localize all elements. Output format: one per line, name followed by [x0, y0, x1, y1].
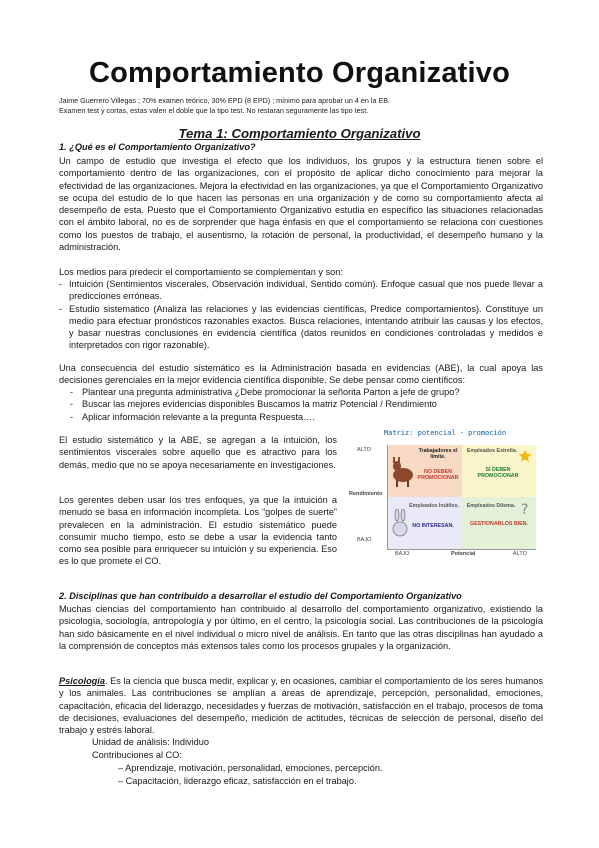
donkey-icon: [390, 457, 416, 487]
section-title: Tema 1: Comportamiento Organizativo: [178, 126, 421, 141]
meta-line-2: Examen test y cortas, estas valen el doble que la tipo test. No restaran seguramente las tipo test.: [59, 106, 369, 115]
matrix-cell: [388, 445, 462, 497]
unit-label: Unidad de análisis: Individuo: [92, 737, 209, 747]
psicologia-text: . Es la ciencia que busca medir, explicar y, en ocasiones, cambiar el comportamiento de los seres humanos y los animales. Las contribuciones se amplían a áreas de aprendizaje, percepción, personalidad, emociones, capacitación, eficacia del liderazgo, necesidades y fuerzas de motivación, satisfacción en el trabajo, procesos de toma de decisiones, evaluaciones del desempeño, medición de actitudes, técnicas de selección de personal, diseño del trabajo y estrés laboral.: [59, 676, 543, 736]
gerentes-paragraph: Los gerentes deben usar los tres enfoques, ya que la intuición a menudo se basa en información incompleta. Los “golpes de suerte” prevalecen en la administración. El estudio sistemático puede consumir mucho tiempo, esto se debe a usar la evidencia tanto como sea posible para enriquecer su intuición y su experiencia. Eso es lo que promete el CO.: [59, 495, 337, 567]
y-axis-label: Rendimiento: [349, 491, 383, 497]
y-axis-high: ALTO: [357, 447, 371, 453]
cell-tag: NO DEBEN PROMOCIONAR: [417, 469, 459, 481]
intuicion-paragraph: El estudio sistemático y la ABE, se agregan a la intuición, los sentimientos viscerales sobre aquello que es atractivo para los demás, medio que no se apoya necesariamente en investigaciones.: [59, 435, 337, 470]
abe-paragraph: Una consecuencia del estudio sistemático es la Administración basada en evidencias (ABE), la cual apoya las decisiones gerenciales en la mejor evidencia científica disponible. Se debe pensar como científicos:: [59, 363, 543, 386]
x-axis-label: Potencial: [451, 551, 476, 557]
abe-steps: [70, 386, 540, 423]
contrib-label: Contribuciones al CO:: [92, 750, 182, 760]
q2-paragraph: Muchas ciencias del comportamiento han contribuido al desarrollo del comportamiento organizativo, existiendo la psicología, sociología, antropología y por último, en el centro, la psicología social. Las contribuciones de la psicología han sido básicamente en el nivel individual o micro nivel de análisis. En tanto que las otras disciplinas han ayudado a la comprensión de conceptos más extensos tales como los procesos grupales y la organización.: [59, 604, 543, 651]
x-axis-low: BAJO: [395, 551, 410, 557]
list-item: - Estudio sistemático (Analiza las relaciones y las evidencias científicas, Predice comportamientos). Constituye un medio para efectuar pronósticos razonables exactos. Busca relaciones, intentando atribuir las causas y los efectos, y basar nuestras conclusiones en evidencia científica (datos reunidos en condiciones controladas y medidos e interpretados con rigor razonable).: [59, 303, 543, 352]
medios-list: [59, 278, 543, 352]
cell-tag: NO INTERESAN.: [412, 523, 454, 529]
list-item: - Aplicar información relevante a la pregunta Respuesta….: [70, 411, 540, 423]
y-axis-low: BAJO: [357, 537, 372, 543]
list-item: - Intuición (Sentimientos viscerales, Observación individual, Sentido común). Enfoque casual que nos puede llevar a predicciones erróneas.: [59, 278, 543, 303]
q2-heading: 2. Disciplinas que han contribuido a desarrollar el estudio del Comportamiento Organizativo: [59, 591, 462, 601]
contrib-item: – Aprendizaje, motivación, personalidad, emociones, percepción.: [118, 763, 383, 773]
matrix-grid: [387, 445, 536, 550]
course-meta: [59, 96, 549, 116]
cell-label: Trabajadores el límite.: [418, 448, 458, 460]
figure-title: Matriz: potencial - promoción: [383, 429, 507, 437]
potential-matrix-figure: [347, 429, 543, 559]
q1-paragraph: Un campo de estudio que investiga el efecto que los individuos, los grupos y la estructura tienen sobre el comportamiento dentro de las organizaciones, con el propósito de aplicar dicho conocimiento para mejorar la efectividad de las organizaciones. Mejora la efectividad en las organizaciones, ya que el Comportamiento Organizativo se ocupa del estudio de lo que hacen las personas en una organización y de como su comportamiento afecta al desempeño de esta. Puesto que el Comportamiento Organizativo estudia en específico las situaciones relacionadas con el ámbito laboral, no es de sorprender que haga énfasis en que el comportamiento se relaciona con cuestiones como los puestos de trabajo, el ausentismo, la rotación de personal, la productividad, el desempeño humano y la administración.: [59, 156, 543, 253]
list-item: - Plantear una pregunta administrativa ¿Debe promocionar la señorita Parton a jefe de grupo?: [70, 386, 540, 398]
psicologia-paragraph: [59, 675, 543, 736]
list-item: - Buscar las mejores evidencias disponibles Buscamos la matriz Potencial / Rendimiento: [70, 398, 540, 410]
cell-label: Empleados Dilema.: [466, 503, 516, 509]
document-title: Comportamiento Organizativo: [88, 57, 511, 89]
psicologia-term: Psicología: [59, 676, 105, 686]
q1-heading: 1. ¿Qué es el Comportamiento Organizativo?: [59, 142, 256, 152]
matrix-cell: [462, 445, 536, 497]
x-axis-high: ALTO: [513, 551, 527, 557]
star-icon: [518, 449, 532, 463]
meta-line-1: Jaime Guerrero Villegas ; 70% examen teórico, 30% EPD (8 EPD) ; mínimo para aprobar un 4 en la EB.: [59, 96, 391, 105]
svg-text:?: ?: [521, 502, 529, 517]
contrib-item: – Capacitación, liderazgo eficaz, satisfacción en el trabajo.: [118, 776, 357, 786]
cell-tag: GESTIONARLOS BIEN.: [470, 521, 528, 527]
matrix-cell: [388, 497, 462, 549]
cell-tag: SI DEBEN PROMOCIONAR: [477, 467, 519, 479]
cell-label: Empleados Inútiles.: [409, 503, 459, 509]
medios-intro: Los medios para predecir el comportamiento se complementan y son:: [59, 267, 343, 277]
matrix-cell: [462, 497, 536, 549]
question-icon: [520, 501, 532, 517]
cell-label: Empleados Estrella.: [466, 448, 518, 454]
